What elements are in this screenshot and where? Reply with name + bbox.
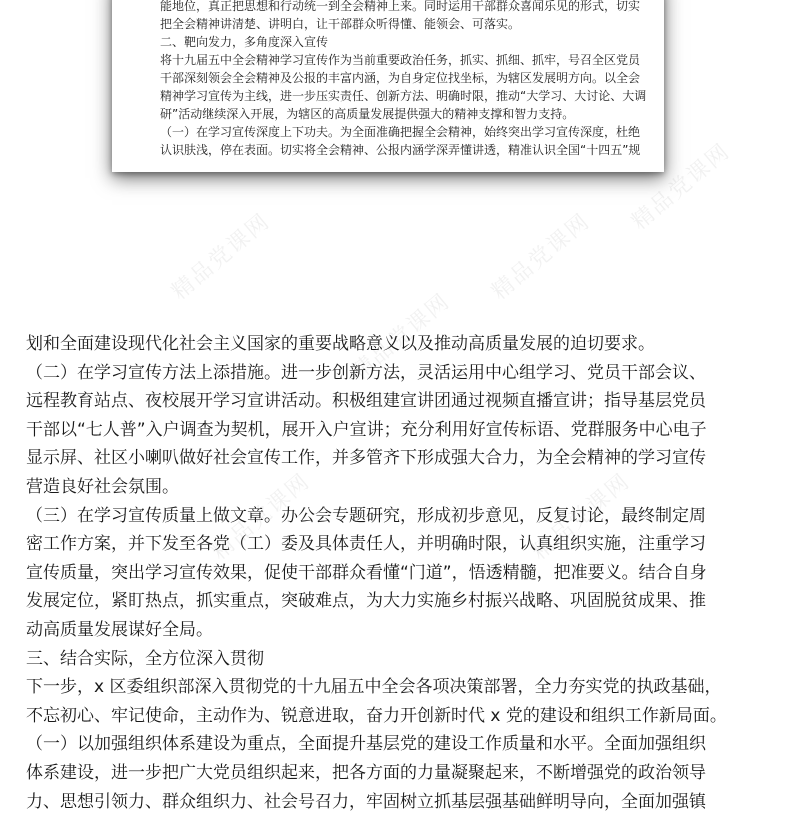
body-line: （二）在学习宣传方法上添措施。进一步创新方法，灵活运用中心组学习、党员干部会议、 bbox=[26, 359, 786, 388]
preview-line: 把全会精神讲清楚、讲明白，让干部群众听得懂、能领会、可落实。 bbox=[160, 15, 636, 33]
body-line: 体系建设，进一步把广大党员组织起来，把各方面的力量凝聚起来，不断增强党的政治领导 bbox=[26, 759, 786, 788]
preview-text-block bbox=[160, 0, 636, 159]
body-line: 下一步，x 区委组织部深入贯彻党的十九届五中全会各项决策部署，全力夯实党的执政基础， bbox=[26, 673, 786, 702]
preview-line: 将十九届五中全会精神学习宣传作为当前重要政治任务，抓实、抓细、抓牢，号召全区党员 bbox=[160, 51, 636, 69]
body-line: 密工作方案，并下发至各党（工）委及具体责任人，并明确时限，认真组织实施，注重学习 bbox=[26, 530, 786, 559]
body-line: （三）在学习宣传质量上做文章。办公会专题研究，形成初步意见，反复讨论，最终制定周 bbox=[26, 502, 786, 531]
preview-line: 认识肤浅，停在表面。切实将全会精神、公报内涵学深弄懂讲透，精准认识全国“十四五”规 bbox=[160, 141, 636, 159]
body-line: 营造良好社会氛围。 bbox=[26, 473, 786, 502]
preview-line: 研”活动继续深入开展，为辖区的高质量发展提供强大的精神支撑和智力支持。 bbox=[160, 105, 636, 123]
preview-line: 能地位，真正把思想和行动统一到全会精神上来。同时运用干部群众喜闻乐见的形式，切实 bbox=[160, 0, 636, 15]
preview-line: 干部深刻领会全会精神及公报的丰富内涵，为自身定位找坐标，为辖区发展明方向。以全会 bbox=[160, 69, 636, 87]
document-preview-card bbox=[112, 0, 664, 172]
watermark: 精品党课网 bbox=[484, 205, 596, 306]
document-body bbox=[26, 330, 786, 816]
watermark: 精品党课网 bbox=[344, 285, 456, 386]
body-line: 远程教育站点、夜校展开学习宣讲活动。积极组建宣讲团通过视频直播宣讲；指导基层党员 bbox=[26, 387, 786, 416]
watermark: 精品党课网 bbox=[624, 135, 736, 236]
watermark: 精品党课网 bbox=[524, 465, 636, 566]
body-line: 宣传质量，突出学习宣传效果，促使干部群众看懂“门道”，悟透精髓，把准要义。结合自身 bbox=[26, 559, 786, 588]
body-line: （一）以加强组织体系建设为重点，全面提升基层党的建设工作质量和水平。全面加强组织 bbox=[26, 730, 786, 759]
body-line: 不忘初心、牢记使命，主动作为、锐意进取，奋力开创新时代 x 党的建设和组织工作新局面。 bbox=[26, 702, 786, 731]
watermark: 精品党课网 bbox=[204, 465, 316, 566]
body-line: 动高质量发展谋好全局。 bbox=[26, 616, 786, 645]
section-heading: 三、结合实际，全方位深入贯彻 bbox=[26, 645, 786, 674]
body-line: 显示屏、社区小喇叭做好社会宣传工作，并多管齐下形成强大合力，为全会精神的学习宣传 bbox=[26, 444, 786, 473]
body-line: 划和全面建设现代化社会主义国家的重要战略意义以及推动高质量发展的迫切要求。 bbox=[26, 330, 786, 359]
preview-line: （一）在学习宣传深度上下功夫。为全面准确把握全会精神，始终突出学习宣传深度，杜绝 bbox=[160, 123, 636, 141]
preview-heading: 二、靶向发力，多角度深入宣传 bbox=[160, 33, 636, 51]
body-line: 干部以“七人普”入户调查为契机，展开入户宣讲；充分利用好宣传标语、党群服务中心电子 bbox=[26, 416, 786, 445]
watermark: 精品党课网 bbox=[164, 205, 276, 306]
preview-line: 精神学习宣传为主线，进一步压实责任、创新方法、明确时限，推动“大学习、大讨论、大调 bbox=[160, 87, 636, 105]
body-line: 发展定位，紧盯热点，抓实重点，突破难点，为大力实施乡村振兴战略、巩固脱贫成果、推 bbox=[26, 587, 786, 616]
body-line: 力、思想引领力、群众组织力、社会号召力，牢固树立抓基层强基础鲜明导向，全面加强镇 bbox=[26, 788, 786, 816]
